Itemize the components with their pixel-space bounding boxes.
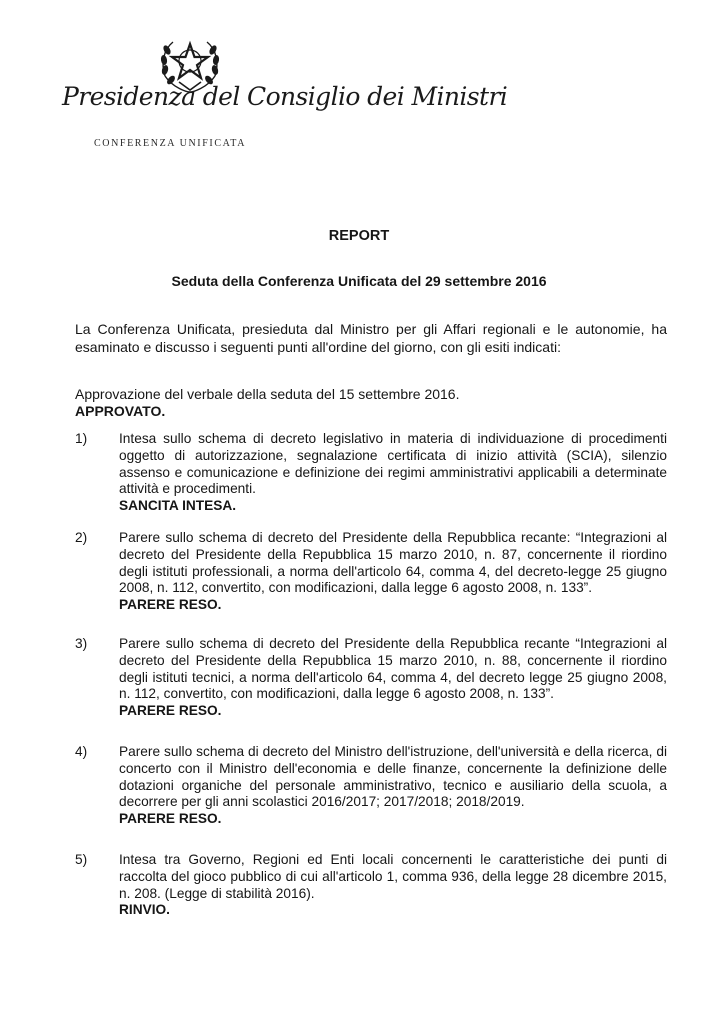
item-outcome: PARERE RESO.: [119, 703, 222, 719]
item-text: Parere sullo schema di decreto del Presidente della Repubblica recante: “Integrazioni al decreto del Presidente della Repubblica 15 marzo 2010, n. 87, concernente il riordino degli istituti professionali, a norma dell'articolo 64, comma 4, del decreto-legge 25 giugno 2008, n. 112, convertito, con modificazioni, dalla legge 6 agosto 2008, n. 133”.: [119, 530, 667, 596]
item-outcome: SANCITA INTESA.: [119, 498, 237, 514]
agenda-item-1: [75, 431, 667, 515]
item-outcome: RINVIO.: [119, 902, 170, 918]
item-number: 5): [75, 852, 88, 867]
item-text: Intesa sullo schema di decreto legislativo in materia di individuazione di procedimenti oggetto di autorizzazione, segnalazione certificata di inizio attività (SCIA), silenzio assenso e comunicazione e definizione dei regimi amministrativi applicabili a determinate attività e procedimenti.: [119, 431, 667, 497]
item-number: 4): [75, 744, 88, 759]
item-text: Parere sullo schema di decreto del Presidente della Repubblica recante “Integrazioni al decreto del Presidente della Repubblica 15 marzo 2010, n. 88, concernente il riordino degli istituti tecnici, a norma dell'articolo 64, comma 4, del decreto legge 25 giugno 2008, n. 112, convertito, con modificazioni, dalla legge 6 agosto 2008, n. 133”.: [119, 636, 667, 702]
agenda-item-4: [75, 744, 667, 828]
item-text: Intesa tra Governo, Regioni ed Enti locali concernenti le caratteristiche dei punti di raccolta del gioco pubblico di cui all'articolo 1, comma 936, della legge 28 dicembre 2015, n. 208. (Legge di stabilità 2016).: [119, 852, 667, 901]
item-number: 3): [75, 636, 88, 651]
item-text: Parere sullo schema di decreto del Ministro dell'istruzione, dell'università e della ricerca, di concerto con il Ministro dell'economia e delle finanze, concernente la definizione delle dotazioni organiche del personale amministrativo, tecnico e ausiliario della scuola, a decorrere per gli anni scolastici 2016/2017; 2017/2018; 2018/2019.: [119, 744, 667, 810]
approval-block: [75, 386, 667, 420]
page-title: REPORT: [328, 228, 390, 244]
agenda-item-2: [75, 530, 667, 614]
intro-paragraph: La Conferenza Unificata, presieduta dal Ministro per gli Affari regionali e le autonomie, ha esaminato e discusso i seguenti punti all'ordine del giorno, con gli esiti indicati:: [75, 321, 667, 355]
item-outcome: PARERE RESO.: [119, 811, 222, 827]
approval-text: Approvazione del verbale della seduta del 15 settembre 2016.: [75, 386, 460, 402]
item-outcome: PARERE RESO.: [119, 597, 222, 613]
institution-heading: Presidenza del Consiglio dei Ministri: [62, 82, 508, 111]
agenda-item-5: [75, 852, 667, 919]
item-number: 2): [75, 530, 88, 545]
agenda-item-3: [75, 636, 667, 720]
session-title: Seduta della Conferenza Unificata del 29 settembre 2016: [171, 273, 547, 289]
item-number: 1): [75, 431, 88, 446]
approval-outcome: APPROVATO.: [75, 403, 166, 419]
office-subheading: CONFERENZA UNIFICATA: [94, 138, 247, 149]
